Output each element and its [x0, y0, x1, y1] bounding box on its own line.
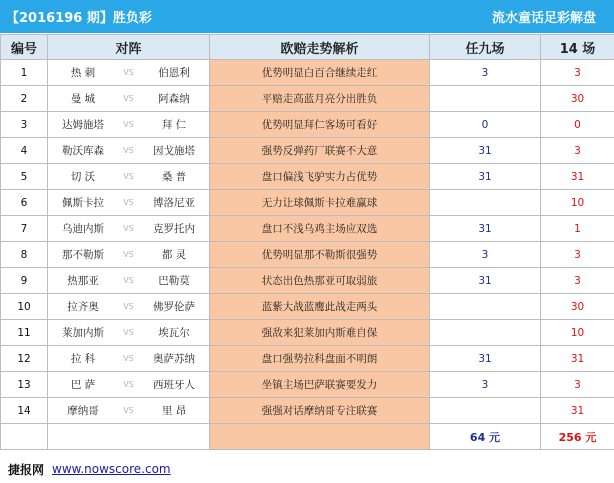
brand-name: 捷报网 — [8, 462, 45, 477]
home-team: 那不勒斯 — [61, 249, 104, 261]
away-team: 奥萨苏纳 — [153, 353, 195, 365]
match-cell — [48, 216, 210, 242]
home-team: 拉 科 — [70, 353, 96, 365]
vs-label: VS — [123, 68, 134, 77]
ren9-pick: 3 — [430, 372, 541, 398]
row-number: 7 — [1, 216, 48, 242]
home-team: 乌迪内斯 — [61, 223, 104, 235]
table-row — [1, 294, 614, 320]
footer — [0, 455, 614, 483]
vs-label: VS — [123, 276, 134, 285]
away-team: 阿森纳 — [158, 93, 190, 105]
table-row — [1, 242, 614, 268]
ren9-pick: 31 — [430, 346, 541, 372]
r14-pick: 3 — [541, 60, 614, 86]
table-row — [1, 86, 614, 112]
home-team: 热 刺 — [70, 67, 96, 79]
match-cell — [48, 320, 210, 346]
odds-analysis: 坐镇主场巴萨联赛要发力 — [210, 372, 430, 398]
header-ren9: 任九场 — [430, 35, 541, 60]
r14-pick: 31 — [541, 164, 614, 190]
odds-analysis: 状态出色热那亚可取弱旅 — [210, 268, 430, 294]
match-cell — [48, 190, 210, 216]
ren9-pick: 31 — [430, 216, 541, 242]
vs-label: VS — [123, 406, 134, 415]
row-number: 6 — [1, 190, 48, 216]
home-team: 切 沃 — [70, 171, 96, 183]
odds-analysis: 优势明显那不勒斯很强势 — [210, 242, 430, 268]
vs-label: VS — [123, 224, 134, 233]
r14-pick: 31 — [541, 398, 614, 424]
totals-blank — [210, 424, 430, 450]
header-banner — [0, 0, 614, 33]
r14-pick: 30 — [541, 86, 614, 112]
match-cell — [48, 86, 210, 112]
vs-label: VS — [123, 94, 134, 103]
match-cell — [48, 372, 210, 398]
table-row — [1, 216, 614, 242]
away-team: 西班牙人 — [153, 379, 195, 391]
r14-total-cost: 256 元 — [541, 424, 614, 450]
issue-title: 【2016196 期】胜负彩 — [6, 11, 152, 26]
vs-label: VS — [123, 380, 134, 389]
home-team: 曼 城 — [70, 93, 96, 105]
r14-pick: 1 — [541, 216, 614, 242]
ren9-total-cost: 64 元 — [430, 424, 541, 450]
ren9-pick: 0 — [430, 112, 541, 138]
row-number: 4 — [1, 138, 48, 164]
r14-pick: 30 — [541, 294, 614, 320]
table-header-row — [1, 35, 614, 60]
home-team: 莱加内斯 — [61, 327, 104, 339]
r14-pick: 10 — [541, 190, 614, 216]
r14-pick: 31 — [541, 346, 614, 372]
table-row — [1, 164, 614, 190]
table-row — [1, 112, 614, 138]
away-team: 桑 普 — [161, 171, 187, 183]
table-row — [1, 268, 614, 294]
odds-analysis: 盘口强势拉科盘面不明朗 — [210, 346, 430, 372]
odds-analysis: 盘口偏浅飞驴实力占优势 — [210, 164, 430, 190]
header-analysis: 欧赔走势解析 — [210, 35, 430, 60]
away-team: 埃瓦尔 — [158, 327, 190, 339]
r14-pick: 10 — [541, 320, 614, 346]
row-number: 14 — [1, 398, 48, 424]
home-team: 勒沃库森 — [61, 145, 104, 157]
match-cell — [48, 60, 210, 86]
table-row — [1, 372, 614, 398]
ren9-pick: 31 — [430, 268, 541, 294]
site-link[interactable]: www.nowscore.com — [52, 462, 171, 476]
away-team: 伯恩利 — [158, 67, 190, 79]
row-number: 8 — [1, 242, 48, 268]
totals-blank — [1, 424, 48, 450]
away-team: 因戈施塔 — [153, 145, 195, 157]
home-team: 热那亚 — [67, 275, 99, 287]
odds-analysis: 优势明显白百合继续走红 — [210, 60, 430, 86]
match-cell — [48, 138, 210, 164]
odds-analysis: 平赔走高蓝月亮分出胜负 — [210, 86, 430, 112]
odds-analysis: 强势反弹药厂联赛不大意 — [210, 138, 430, 164]
home-team: 拉齐奥 — [67, 301, 99, 313]
row-number: 3 — [1, 112, 48, 138]
ren9-pick — [430, 320, 541, 346]
ren9-pick: 3 — [430, 60, 541, 86]
vs-label: VS — [123, 354, 134, 363]
row-number: 11 — [1, 320, 48, 346]
away-team: 博洛尼亚 — [153, 197, 195, 209]
home-team: 摩纳哥 — [67, 405, 99, 417]
row-number: 5 — [1, 164, 48, 190]
lottery-table — [0, 34, 614, 450]
table-row — [1, 60, 614, 86]
odds-analysis: 优势明显拜仁客场可看好 — [210, 112, 430, 138]
table-row — [1, 138, 614, 164]
row-number: 10 — [1, 294, 48, 320]
table-row — [1, 346, 614, 372]
vs-label: VS — [123, 302, 134, 311]
totals-row — [1, 424, 614, 450]
odds-analysis: 蓝紫大战蓝鹰此战走两头 — [210, 294, 430, 320]
away-team: 拜 仁 — [161, 119, 187, 131]
r14-pick: 3 — [541, 138, 614, 164]
away-team: 巴勒莫 — [158, 275, 190, 287]
vs-label: VS — [123, 328, 134, 337]
away-team: 里 昂 — [161, 405, 187, 417]
row-number: 2 — [1, 86, 48, 112]
home-team: 佩斯卡拉 — [61, 197, 104, 209]
match-cell — [48, 398, 210, 424]
totals-blank — [48, 424, 210, 450]
vs-label: VS — [123, 120, 134, 129]
r14-pick: 3 — [541, 372, 614, 398]
home-team: 达姆施塔 — [61, 119, 104, 131]
away-team: 都 灵 — [161, 249, 187, 261]
match-cell — [48, 242, 210, 268]
odds-analysis: 强强对话摩纳哥专注联赛 — [210, 398, 430, 424]
match-cell — [48, 268, 210, 294]
match-cell — [48, 346, 210, 372]
table-row — [1, 398, 614, 424]
ren9-pick — [430, 86, 541, 112]
vs-label: VS — [123, 198, 134, 207]
row-number: 13 — [1, 372, 48, 398]
vs-label: VS — [123, 172, 134, 181]
row-number: 12 — [1, 346, 48, 372]
odds-analysis: 强敌来犯莱加内斯难自保 — [210, 320, 430, 346]
header-match: 对阵 — [48, 35, 210, 60]
ren9-pick — [430, 294, 541, 320]
row-number: 1 — [1, 60, 48, 86]
vs-label: VS — [123, 146, 134, 155]
column-title: 流水童话足彩解盘 — [491, 11, 596, 26]
home-team: 巴 萨 — [70, 379, 96, 391]
header-no: 编号 — [1, 35, 48, 60]
table-row — [1, 320, 614, 346]
header-14: 14 场 — [541, 35, 614, 60]
away-team: 克罗托内 — [153, 223, 195, 235]
r14-pick: 3 — [541, 242, 614, 268]
odds-analysis: 盘口不浅乌鸡主场应双选 — [210, 216, 430, 242]
ren9-pick — [430, 190, 541, 216]
row-number: 9 — [1, 268, 48, 294]
table-row — [1, 190, 614, 216]
ren9-pick: 31 — [430, 164, 541, 190]
ren9-pick: 3 — [430, 242, 541, 268]
odds-analysis: 无力让球佩斯卡拉难赢球 — [210, 190, 430, 216]
match-cell — [48, 112, 210, 138]
ren9-pick: 31 — [430, 138, 541, 164]
r14-pick: 0 — [541, 112, 614, 138]
r14-pick: 3 — [541, 268, 614, 294]
vs-label: VS — [123, 250, 134, 259]
match-cell — [48, 294, 210, 320]
match-cell — [48, 164, 210, 190]
away-team: 佛罗伦萨 — [153, 301, 195, 313]
ren9-pick — [430, 398, 541, 424]
